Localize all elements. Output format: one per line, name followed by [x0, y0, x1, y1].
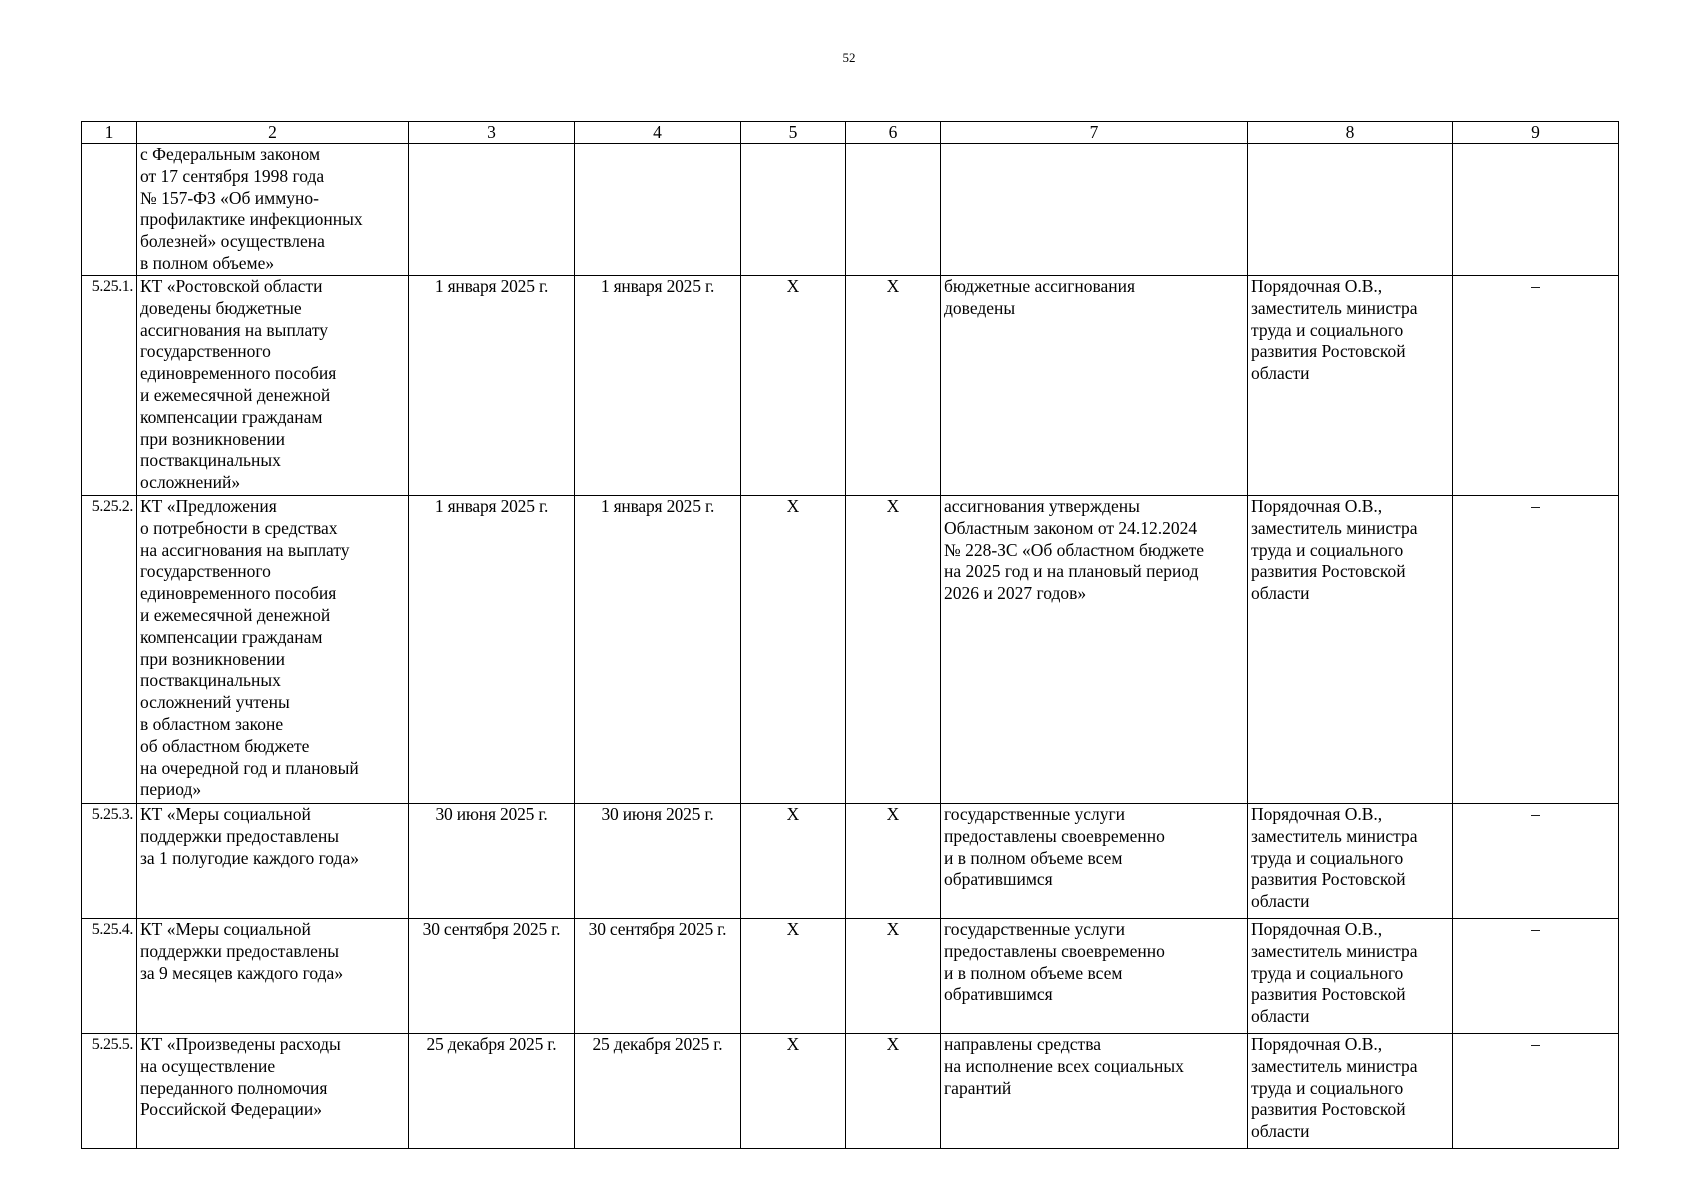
header-cell-4: 4	[575, 122, 741, 144]
header-cell-7: 7	[941, 122, 1248, 144]
col5-value: Х	[741, 1034, 846, 1149]
fact-date: 1 января 2025 г.	[575, 276, 741, 496]
page-number: 52	[842, 50, 856, 65]
result-text: ассигнования утверждены Областным законом от 24.12.2024 № 228-ЗС «Об областном бюджете на 2025 год и на плановый период 2026 и 2027 годов»	[941, 496, 1248, 804]
col6-value: Х	[846, 276, 941, 496]
continuation-text: с Федеральным законом от 17 сентября 1998 года № 157-ФЗ «Об иммуно- профилактике инфекционных болезней» осуществлена в полном объеме»	[137, 144, 409, 276]
table-row	[82, 496, 1619, 804]
row-number: 5.25.3.	[82, 804, 137, 919]
milestone-name: КТ «Произведены расходы на осуществление переданного полномочия Российской Федерации»	[137, 1034, 409, 1149]
responsible-person: Порядочная О.В., заместитель министра труда и социального развития Ростовской области	[1248, 919, 1453, 1034]
row-number: 5.25.4.	[82, 919, 137, 1034]
row-number: 5.25.2.	[82, 496, 137, 804]
header-cell-8: 8	[1248, 122, 1453, 144]
plan-date: 1 января 2025 г.	[409, 276, 575, 496]
table-row	[82, 276, 1619, 496]
col9-value: –	[1453, 804, 1619, 919]
milestone-name: КТ «Ростовской области доведены бюджетные ассигнования на выплату государственного единовременного пособия и ежемесячной денежной компенсации гражданам при возникновении поствакцинальных осложнений»	[137, 276, 409, 496]
milestone-name: КТ «Предложения о потребности в средствах на ассигнования на выплату государственного единовременного пособия и ежемесячной денежной компенсации гражданам при возникновении поствакцинальных осложнений учтены в областном законе об областном бюджете на очередной год и плановый период»	[137, 496, 409, 804]
header-cell-6: 6	[846, 122, 941, 144]
empty-cell	[941, 144, 1248, 276]
milestone-name: КТ «Меры социальной поддержки предоставлены за 9 месяцев каждого года»	[137, 919, 409, 1034]
col9-value: –	[1453, 919, 1619, 1034]
empty-cell	[575, 144, 741, 276]
col6-value: Х	[846, 496, 941, 804]
fact-date: 30 сентября 2025 г.	[575, 919, 741, 1034]
col9-value: –	[1453, 496, 1619, 804]
col6-value: Х	[846, 804, 941, 919]
col5-value: Х	[741, 496, 846, 804]
result-text: направлены средства на исполнение всех социальных гарантий	[941, 1034, 1248, 1149]
table-row	[82, 804, 1619, 919]
result-text: бюджетные ассигнования доведены	[941, 276, 1248, 496]
table-row	[82, 919, 1619, 1034]
plan-table	[81, 121, 1619, 1149]
col5-value: Х	[741, 276, 846, 496]
header-cell-9: 9	[1453, 122, 1619, 144]
row-number: 5.25.5.	[82, 1034, 137, 1149]
plan-date: 30 сентября 2025 г.	[409, 919, 575, 1034]
col9-value: –	[1453, 276, 1619, 496]
fact-date: 1 января 2025 г.	[575, 496, 741, 804]
col6-value: Х	[846, 1034, 941, 1149]
plan-date: 25 декабря 2025 г.	[409, 1034, 575, 1149]
table-row	[82, 1034, 1619, 1149]
fact-date: 25 декабря 2025 г.	[575, 1034, 741, 1149]
responsible-person: Порядочная О.В., заместитель министра труда и социального развития Ростовской области	[1248, 1034, 1453, 1149]
continuation-row	[82, 144, 1619, 276]
empty-cell	[1453, 144, 1619, 276]
plan-date: 30 июня 2025 г.	[409, 804, 575, 919]
header-cell-5: 5	[741, 122, 846, 144]
header-cell-3: 3	[409, 122, 575, 144]
header-row	[82, 122, 1619, 144]
empty-cell	[1248, 144, 1453, 276]
empty-cell	[82, 144, 137, 276]
header-cell-1: 1	[82, 122, 137, 144]
result-text: государственные услуги предоставлены своевременно и в полном объеме всем обратившимся	[941, 919, 1248, 1034]
responsible-person: Порядочная О.В., заместитель министра труда и социального развития Ростовской области	[1248, 804, 1453, 919]
empty-cell	[741, 144, 846, 276]
responsible-person: Порядочная О.В., заместитель министра труда и социального развития Ростовской области	[1248, 276, 1453, 496]
col6-value: Х	[846, 919, 941, 1034]
empty-cell	[846, 144, 941, 276]
col5-value: Х	[741, 804, 846, 919]
result-text: государственные услуги предоставлены своевременно и в полном объеме всем обратившимся	[941, 804, 1248, 919]
plan-date: 1 января 2025 г.	[409, 496, 575, 804]
fact-date: 30 июня 2025 г.	[575, 804, 741, 919]
col5-value: Х	[741, 919, 846, 1034]
row-number: 5.25.1.	[82, 276, 137, 496]
col9-value: –	[1453, 1034, 1619, 1149]
empty-cell	[409, 144, 575, 276]
responsible-person: Порядочная О.В., заместитель министра труда и социального развития Ростовской области	[1248, 496, 1453, 804]
milestone-name: КТ «Меры социальной поддержки предоставлены за 1 полугодие каждого года»	[137, 804, 409, 919]
header-cell-2: 2	[137, 122, 409, 144]
